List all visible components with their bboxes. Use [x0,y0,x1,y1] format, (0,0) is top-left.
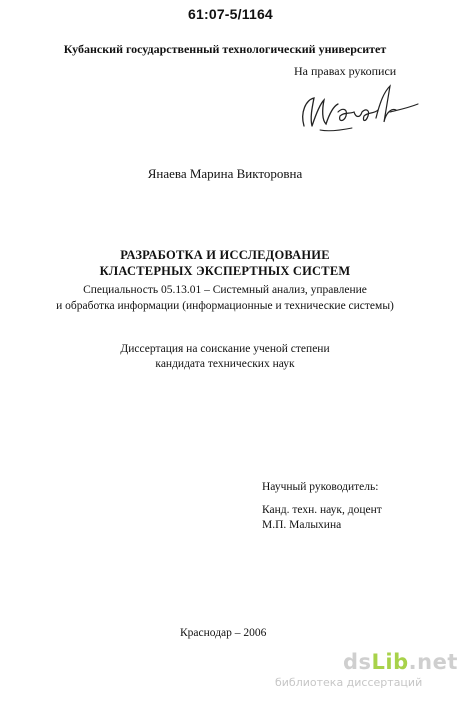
watermark-brand-prefix: ds [343,650,372,674]
city-year: Краснодар – 2006 [180,627,267,639]
watermark-brand-suffix: .net [408,650,458,674]
degree-line-1: Диссертация на соискание ученой степени [120,343,330,355]
specialty-line-2: и обработка информации (информационные и технические системы) [56,300,394,312]
author-name: Янаева Марина Викторовна [147,166,303,181]
dissertation-title-line-1: РАЗРАБОТКА И ИССЛЕДОВАНИЕ [120,248,330,262]
shelfmark: 61:07-5/1164 [188,6,273,22]
advisor-name: М.П. Малыхина [262,519,342,531]
advisor-label: Научный руководитель: [262,481,379,493]
dslib-watermark-logo [343,650,458,674]
rights-note: На правах рукописи [294,64,397,78]
handwritten-signature [290,82,420,142]
specialty-line-1: Специальность 05.13.01 – Системный анализ, управление [83,284,367,296]
watermark-subtitle: библиотека диссертаций [275,676,423,689]
university-name: Кубанский государственный технологический университет [63,42,387,56]
dissertation-title-line-2: КЛАСТЕРНЫХ ЭКСПЕРТНЫХ СИСТЕМ [99,264,351,278]
watermark-brand-accent: Lib [371,650,409,674]
advisor-degree: Канд. техн. наук, доцент [262,504,382,516]
degree-line-2: кандидата технических наук [155,358,295,370]
